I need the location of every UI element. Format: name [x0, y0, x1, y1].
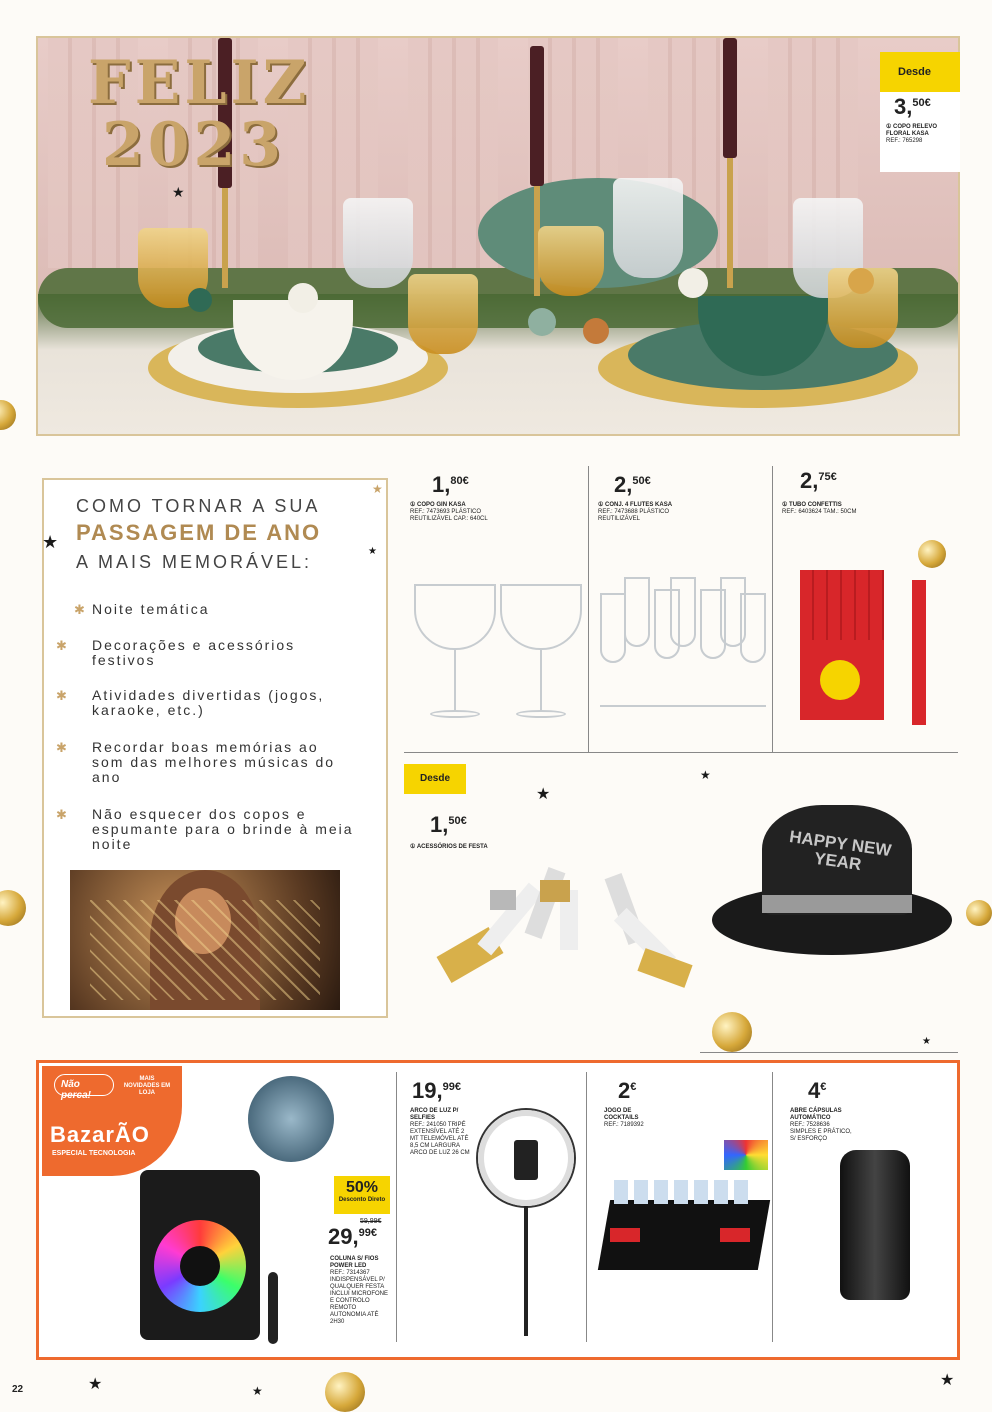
- speaker-desc: COLUNA S/ FIOS POWER LED REF.: 7314367 INDISPENSÁVEL P/ QUALQUER FESTA INCLUI MICROFONE E CONTROLO REMOTO AUTONOMIA ATÉ 2H30: [330, 1256, 389, 1325]
- woman-celebrating-photo: [70, 870, 340, 1010]
- selfie-photo-circle: [248, 1076, 334, 1162]
- tech-price: 4€: [808, 1078, 827, 1103]
- tip-item: ✱ Não esquecer dos copos e espumante para o brinde à meia noite: [56, 806, 354, 852]
- product-price: 1,$^{80€}$: [432, 472, 469, 497]
- row-divider: [700, 1052, 958, 1053]
- star-icon: ★: [88, 1376, 103, 1393]
- hero-price: 3,$^{50€}$: [894, 94, 931, 119]
- product-desc: ① CONJ. 4 FLUTES KASA REF.: 7473688 PLÁSTICO REUTILIZÁVEL: [598, 502, 673, 522]
- speaker-image: [140, 1170, 270, 1340]
- tips-box: [42, 478, 388, 1018]
- tip-item: ✱ Decorações e acessórios festivos: [56, 637, 296, 668]
- product-price: 2,$^{75€}$: [800, 468, 837, 493]
- gold-bauble-icon: [712, 1012, 752, 1052]
- star-icon: ★: [922, 1036, 931, 1047]
- gold-bauble-icon: [0, 400, 16, 430]
- product-price: 2,$^{50€}$: [614, 472, 651, 497]
- gold-bauble-icon: [966, 900, 992, 926]
- product-desc: ① TUBO CONFETTIS REF.: 6403624 TAM.: 50CM: [782, 502, 857, 515]
- gin-glasses-image: [410, 580, 590, 730]
- row-divider: [404, 752, 958, 753]
- tip-item: ✱ Noite temática: [74, 601, 210, 617]
- tips-heading-line3: A MAIS MEMORÁVEL:: [76, 552, 313, 572]
- confetti-tubes-image: [800, 570, 950, 730]
- star-icon: ★: [536, 786, 551, 803]
- tech-desc: ARCO DE LUZ P/ SELFIES REF.: 241050 TRIPÉ EXTENSÍVEL ATÉ 2 MT TELEMÓVEL ATÉ 8,5 CM LARGURA ARCO DE LUZ 26 CM: [410, 1108, 470, 1156]
- tech-desc: JOGO DE COCKTAILS REF.: 7189392: [604, 1108, 644, 1128]
- column-divider: [772, 466, 773, 752]
- ring-light-image: [478, 1110, 578, 1350]
- tech-price: 2€: [618, 1078, 637, 1103]
- hero-price-badge: Desde: [880, 52, 960, 92]
- star-icon: ★: [372, 482, 383, 496]
- page-number: 22: [12, 1384, 24, 1395]
- cocktail-game-image: [604, 1140, 774, 1270]
- star-icon: ★: [252, 1384, 263, 1398]
- speaker-price: 29,$^{99€}$: [328, 1224, 377, 1249]
- top-hat-image: [712, 795, 952, 965]
- product-desc: ① COPO GIN KASA REF.: 7473693 PLÁSTICO REUTILIZÁVEL CAP.: 640CL: [410, 502, 488, 522]
- party-price: 1,$^{50€}$: [430, 812, 467, 837]
- tech-price: 19,$^{99€}$: [412, 1078, 461, 1103]
- gold-bauble-icon: [918, 540, 946, 568]
- bottle-opener-image: [840, 1150, 910, 1300]
- party-badge: Desde: [404, 764, 466, 794]
- star-icon: ★: [700, 768, 711, 782]
- tips-heading-line1: COMO TORNAR A SUA: [76, 496, 321, 516]
- bazar-brand-sub: ESPECIAL TECNOLOGIA: [52, 1150, 136, 1157]
- star-icon: ★: [368, 546, 377, 557]
- gold-bauble-icon: [325, 1372, 365, 1412]
- tip-item: ✱ Atividades divertidas (jogos, karaoke, etc.): [56, 687, 325, 718]
- hat-text: HAPPY NEW YEAR: [788, 827, 893, 875]
- party-desc: ① ACESSÓRIOS DE FESTA: [410, 844, 488, 850]
- discount-badge: 50% Desconto Direto: [334, 1176, 390, 1214]
- hero-title-line1: FELIZ: [88, 48, 311, 118]
- hero-title-line2: 2023: [102, 110, 285, 180]
- bazar-sub: MAIS NOVIDADES EM LOJA: [123, 1076, 171, 1096]
- old-price: 59,99€: [360, 1218, 382, 1225]
- bazar-tagline: Não perca!: [54, 1074, 114, 1096]
- hero-title: [88, 48, 311, 180]
- column-divider: [586, 1072, 587, 1342]
- gold-bauble-icon: [0, 890, 26, 926]
- party-horns-image: [430, 880, 700, 1020]
- star-icon: ★: [172, 184, 185, 200]
- hero-product-desc: ① COPO RELEVO FLORAL KASA REF.: 765298: [886, 124, 938, 144]
- champagne-flutes-image: [600, 575, 770, 725]
- microphone-image: [268, 1272, 278, 1344]
- tip-item: ✱ Recordar boas memórias ao som das melhores músicas do ano: [56, 739, 336, 785]
- tips-heading-line2: PASSAGEM DE ANO: [76, 520, 322, 545]
- tech-desc: ABRE CÁPSULAS AUTOMÁTICO REF.: 7528636 SIMPLES E PRÁTICO, S/ ESFORÇO: [790, 1108, 852, 1142]
- star-icon: ★: [940, 1372, 955, 1389]
- hero-price-card: [880, 52, 960, 172]
- bazar-brand: BazarÃO: [50, 1122, 150, 1147]
- star-icon: ★: [42, 532, 59, 552]
- column-divider: [396, 1072, 397, 1342]
